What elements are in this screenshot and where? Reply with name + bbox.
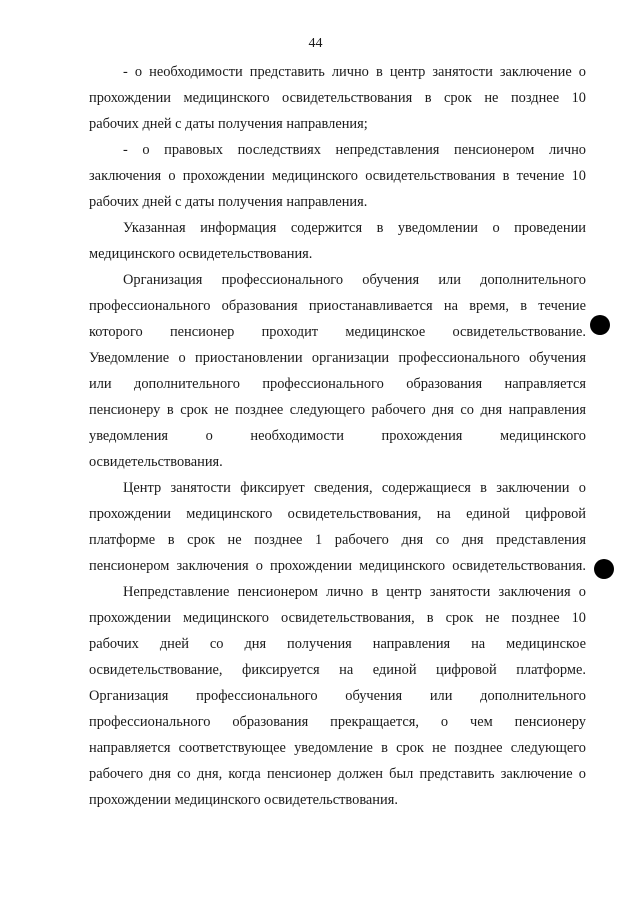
text-line: Непредставление пенсионером лично в центр занятости заключения о bbox=[123, 584, 586, 600]
text-line: направляется соответствующее уведомление в срок не позднее следующего bbox=[89, 740, 586, 756]
text-line: прохождении медицинского освидетельствования в срок не позднее 10 bbox=[89, 90, 586, 106]
punch-hole-mark bbox=[590, 315, 610, 335]
text-line: платформе в срок не позднее 1 рабочего дня со дня представления bbox=[89, 532, 586, 548]
text-line: пенсионером заключения о прохождении медицинского освидетельствования. bbox=[89, 558, 586, 574]
text-line: прохождении медицинского освидетельствования. bbox=[89, 792, 398, 808]
text-line: медицинского освидетельствования. bbox=[89, 246, 313, 262]
text-line: заключения о прохождении медицинского освидетельствования в течение 10 bbox=[89, 168, 586, 184]
punch-hole-mark bbox=[594, 559, 614, 579]
text-line: прохождении медицинского освидетельствования, в срок не позднее 10 bbox=[89, 610, 586, 626]
text-line: рабочих дней со дня получения направления на медицинское bbox=[89, 636, 586, 652]
text-line: профессионального образования прекращается, о чем пенсионеру bbox=[89, 714, 586, 730]
text-line: которого пенсионер проходит медицинское освидетельствование. bbox=[89, 324, 586, 340]
page-number: 44 bbox=[308, 36, 323, 51]
text-line: рабочего дня со дня, когда пенсионер должен был представить заключение о bbox=[89, 766, 586, 782]
text-line: рабочих дней с даты получения направления; bbox=[89, 116, 368, 132]
text-line: рабочих дней с даты получения направления. bbox=[89, 194, 368, 210]
text-line: Организация профессионального обучения или дополнительного bbox=[89, 688, 586, 704]
text-line: Указанная информация содержится в уведомлении о проведении bbox=[123, 220, 586, 236]
text-line: Организация профессионального обучения или дополнительного bbox=[123, 272, 586, 288]
text-line: уведомления о необходимости прохождения медицинского bbox=[89, 428, 586, 444]
text-line: Уведомление о приостановлении организации профессионального обучения bbox=[89, 350, 586, 366]
text-line: прохождении медицинского освидетельствования, на единой цифровой bbox=[89, 506, 586, 522]
text-line: профессионального образования приостанавливается на время, в течение bbox=[89, 298, 586, 314]
text-line: освидетельствования. bbox=[89, 454, 223, 470]
text-line: или дополнительного профессионального образования направляется bbox=[89, 376, 586, 392]
text-line: пенсионеру в срок не позднее следующего рабочего дня со дня направления bbox=[89, 402, 586, 418]
text-line: Центр занятости фиксирует сведения, содержащиеся в заключении о bbox=[123, 480, 586, 496]
text-line: освидетельствование, фиксируется на единой цифровой платформе. bbox=[89, 662, 586, 678]
text-line: - о правовых последствиях непредставления пенсионером лично bbox=[123, 142, 586, 158]
text-line: - о необходимости представить лично в центр занятости заключение о bbox=[123, 64, 586, 80]
